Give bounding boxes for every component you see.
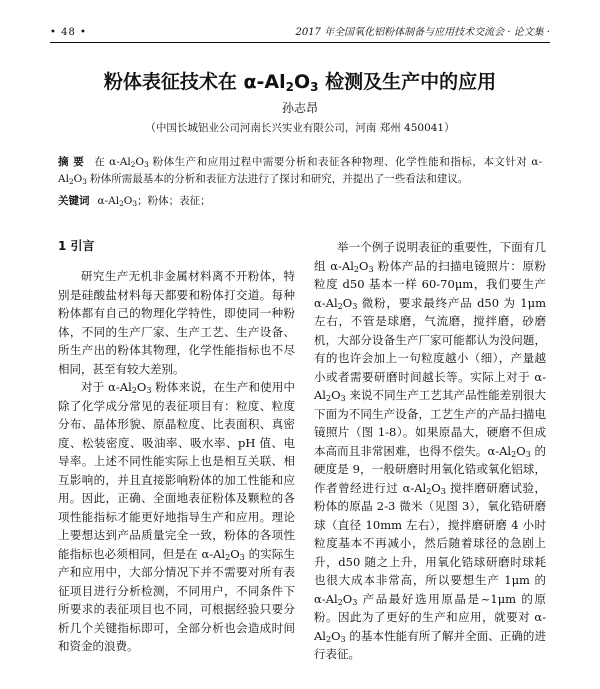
header-rule: [50, 42, 550, 43]
running-title: 2017 年全国氧化铝粉体制备与应用技术交流会 · 论文集 ·: [295, 27, 550, 38]
author: 孙志昂: [281, 101, 318, 115]
section-heading: 1 引言: [58, 239, 95, 253]
abstract-label: 摘 要: [58, 156, 85, 168]
left-column: [58, 238, 295, 656]
affiliation: （中国长城铝业公司河南长兴实业有限公司，河南 郑州 450041）: [145, 122, 455, 134]
keywords-label: 关键词: [58, 195, 90, 207]
paragraph: 对于 $\alpha-Al_2O_3$ 粉体来说，在生产和使用中除了化学成分常见的表征项目有：粒度、粒度分布、晶体形貌、原晶粒度、比表面积、真密度、松装密度、吸油率、吸水率、pH 值、电导率。上述不同性能实际上也是相互关联、相互影响的，并且直接影响粉体的加工性能和应用。因此，正确、全面地表征粉体及颗粒的各项性能指标才能更好地指导生产和应用。理论上要想达到产品质量完全一致，粉体的各项性能指标也必须相同，但是在 $\alpha-Al_2O_3$ 的实际生产和应用中，大部分情况下并不需要对所有表征项目进行分析检测，不同用户，不同条件下所要求的表征项目也不同，可根据经验只要分析几个关键指标即可，全部分析也会造成时间和资金的浪费。: [58, 380, 295, 653]
paper-title: 粉体表征技术在 $\alpha-Al_2O_3$ 检测及生产中的应用: [103, 71, 497, 94]
page-number: • 48 •: [50, 27, 87, 38]
keywords: 关键词 $\alpha-Al_2O_3$；粉体；表征；: [58, 195, 211, 208]
right-column: [314, 238, 546, 664]
page-header: [50, 26, 550, 40]
paragraph: 举一个例子说明表征的重要性，下面有几组 $\alpha-Al_2O_3$ 粉体产品的扫描电镜照片：原粉粒度 d50 基本一样 60-70μm，我们要生产 $\alpha-Al_2O_3$ 微粉，要求最终产品 d50 为 1μm 左右，不管是球磨，气流磨，搅拌磨，砂磨机，大部分设备生产厂家可能都认为没问题，有的也许会加上一句粒度越小（细），产量越小或者需要研磨时间越长等。实际上对于 $\alpha-Al_2O_3$ 来说不同生产工艺其产品性能差别很大下面为不同生产设备，工艺生产的产品扫描电镜照片（图 1-8）。如果原晶大，硬磨不但成本高而且非常困难，也得不偿失。$\alpha-Al_2O_3$ 的硬度是 9，一般研磨时用氧化锆或氧化铝球，作者曾经进行过 $\alpha-Al_2O_3$ 搅拌磨研磨试验，粉体的原晶 2-3 微米（见图 3），氧化锆研磨球（直径 10mm 左右），搅拌磨研磨 4 小时粒度基本不再减小，然后随着球径的急剧上升，d50 随之上升，用氧化锆球研磨时球耗也很大成本非常高，所以要想生产 1μm 的 $\alpha-Al_2O_3$ 产品最好选用原晶是~1μm 的原粉。因此为了更好的生产和应用，就要对 $\alpha-Al_2O_3$ 的基本性能有所了解并全面、正确的进行表征。: [314, 240, 547, 661]
abstract: 摘 要 在 $\alpha-Al_2O_3$ 粉体生产和应用过程中需要分析和表征各种物理、化学性能和指标，本文针对 $\alpha-Al_2O_3$ 粉体所需最基本的分析和表征方法进行了探讨和研究，并提出了一些看法和建议。: [58, 156, 543, 186]
paragraph: 研究生产无机非金属材料离不开粉体，特别是硅酸盐材料每天都要和粉体打交道。每种粉体都有自己的物理化学特性，即使同一种粉体，不同的生产厂家、生产工艺、生产设备、所生产出的粉体其物理，化学性能指标也不尽相同，甚至有较大差别。: [58, 269, 295, 376]
